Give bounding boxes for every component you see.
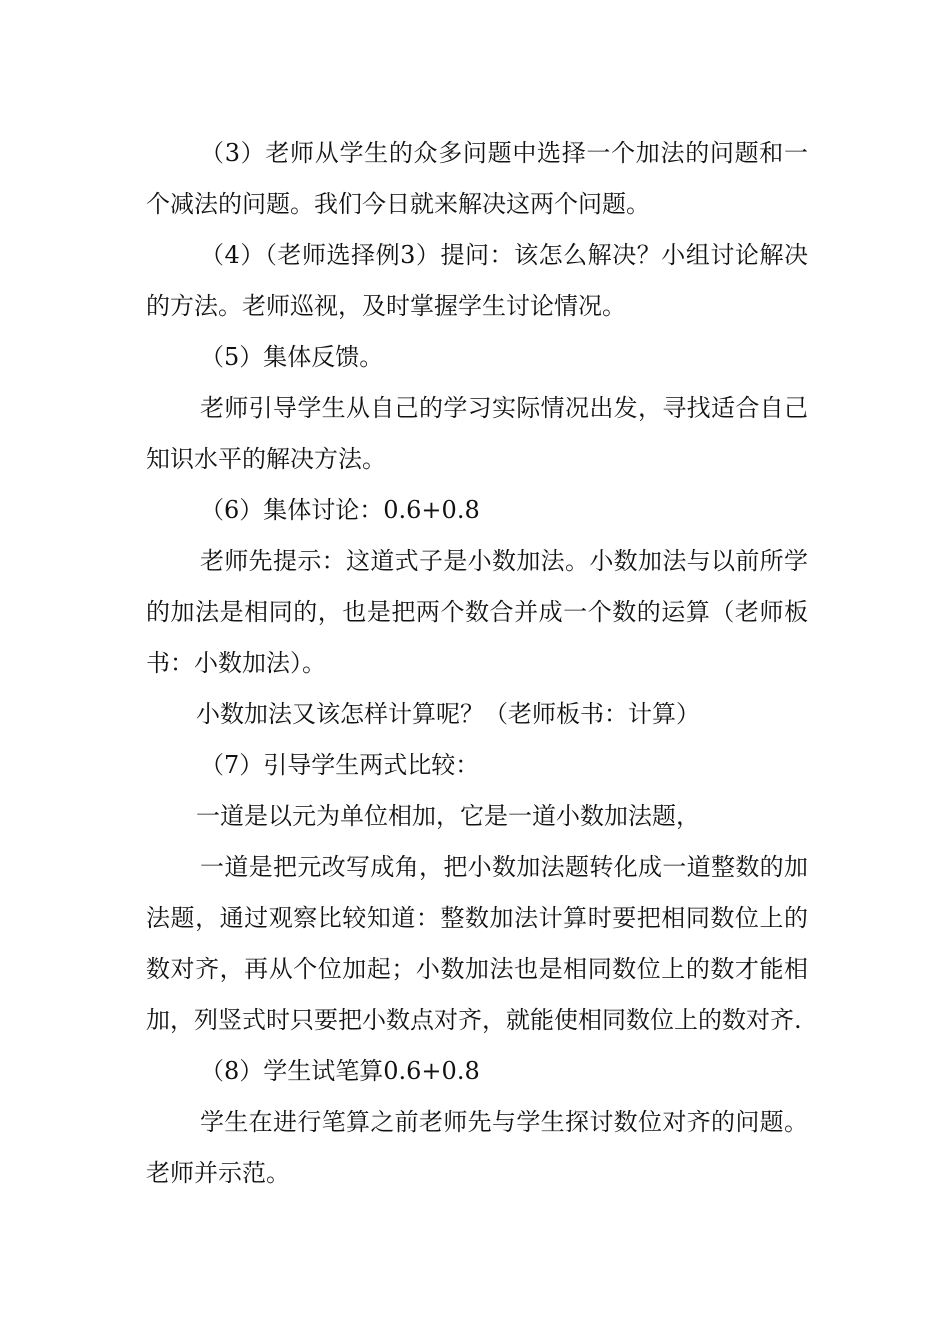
paragraph-step-5: （5）集体反馈。 [200,343,384,371]
paragraph-step-7: （7）引导学生两式比较： [200,751,480,779]
paragraph-how-to-calculate: 小数加法又该怎样计算呢？（老师板书：计算） [196,700,700,728]
paragraph-step-4: （4）（老师选择例3）提问：该怎么解决？小组讨论解决的方法。老师巡视，及时掌握学生讨论情况。 [146,241,808,320]
paragraph-teacher-hint: 老师先提示：这道式子是小数加法。小数加法与以前所学的加法是相同的，也是把两个数合并成一个数的运算（老师板书：小数加法）。 [146,547,808,677]
paragraph-step-8: （8）学生试笔算0.6+0.8 [200,1057,480,1085]
paragraph-teacher-guide: 老师引导学生从自己的学习实际情况出发，寻找适合自己知识水平的解决方法。 [146,394,808,473]
paragraph-yuan-addition: 一道是以元为单位相加，它是一道小数加法题， [196,802,700,830]
paragraph-step-3: （3）老师从学生的众多问题中选择一个加法的问题和一个减法的问题。我们今日就来解决这两个问题。 [146,139,808,218]
paragraph-jiao-conversion: 一道是把元改写成角，把小数加法题转化成一道整数的加法题，通过观察比较知道：整数加法计算时要把相同数位上的数对齐，再从个位加起；小数加法也是相同数位上的数才能相加，列竖式时只要把小数点对齐，就能使相同数位上的数对齐. [146,853,808,1034]
paragraph-alignment-demo: 学生在进行笔算之前老师先与学生探讨数位对齐的问题。老师并示范。 [146,1108,808,1187]
document-body [146,128,808,1199]
paragraph-step-6: （6）集体讨论：0.6+0.8 [200,496,480,524]
